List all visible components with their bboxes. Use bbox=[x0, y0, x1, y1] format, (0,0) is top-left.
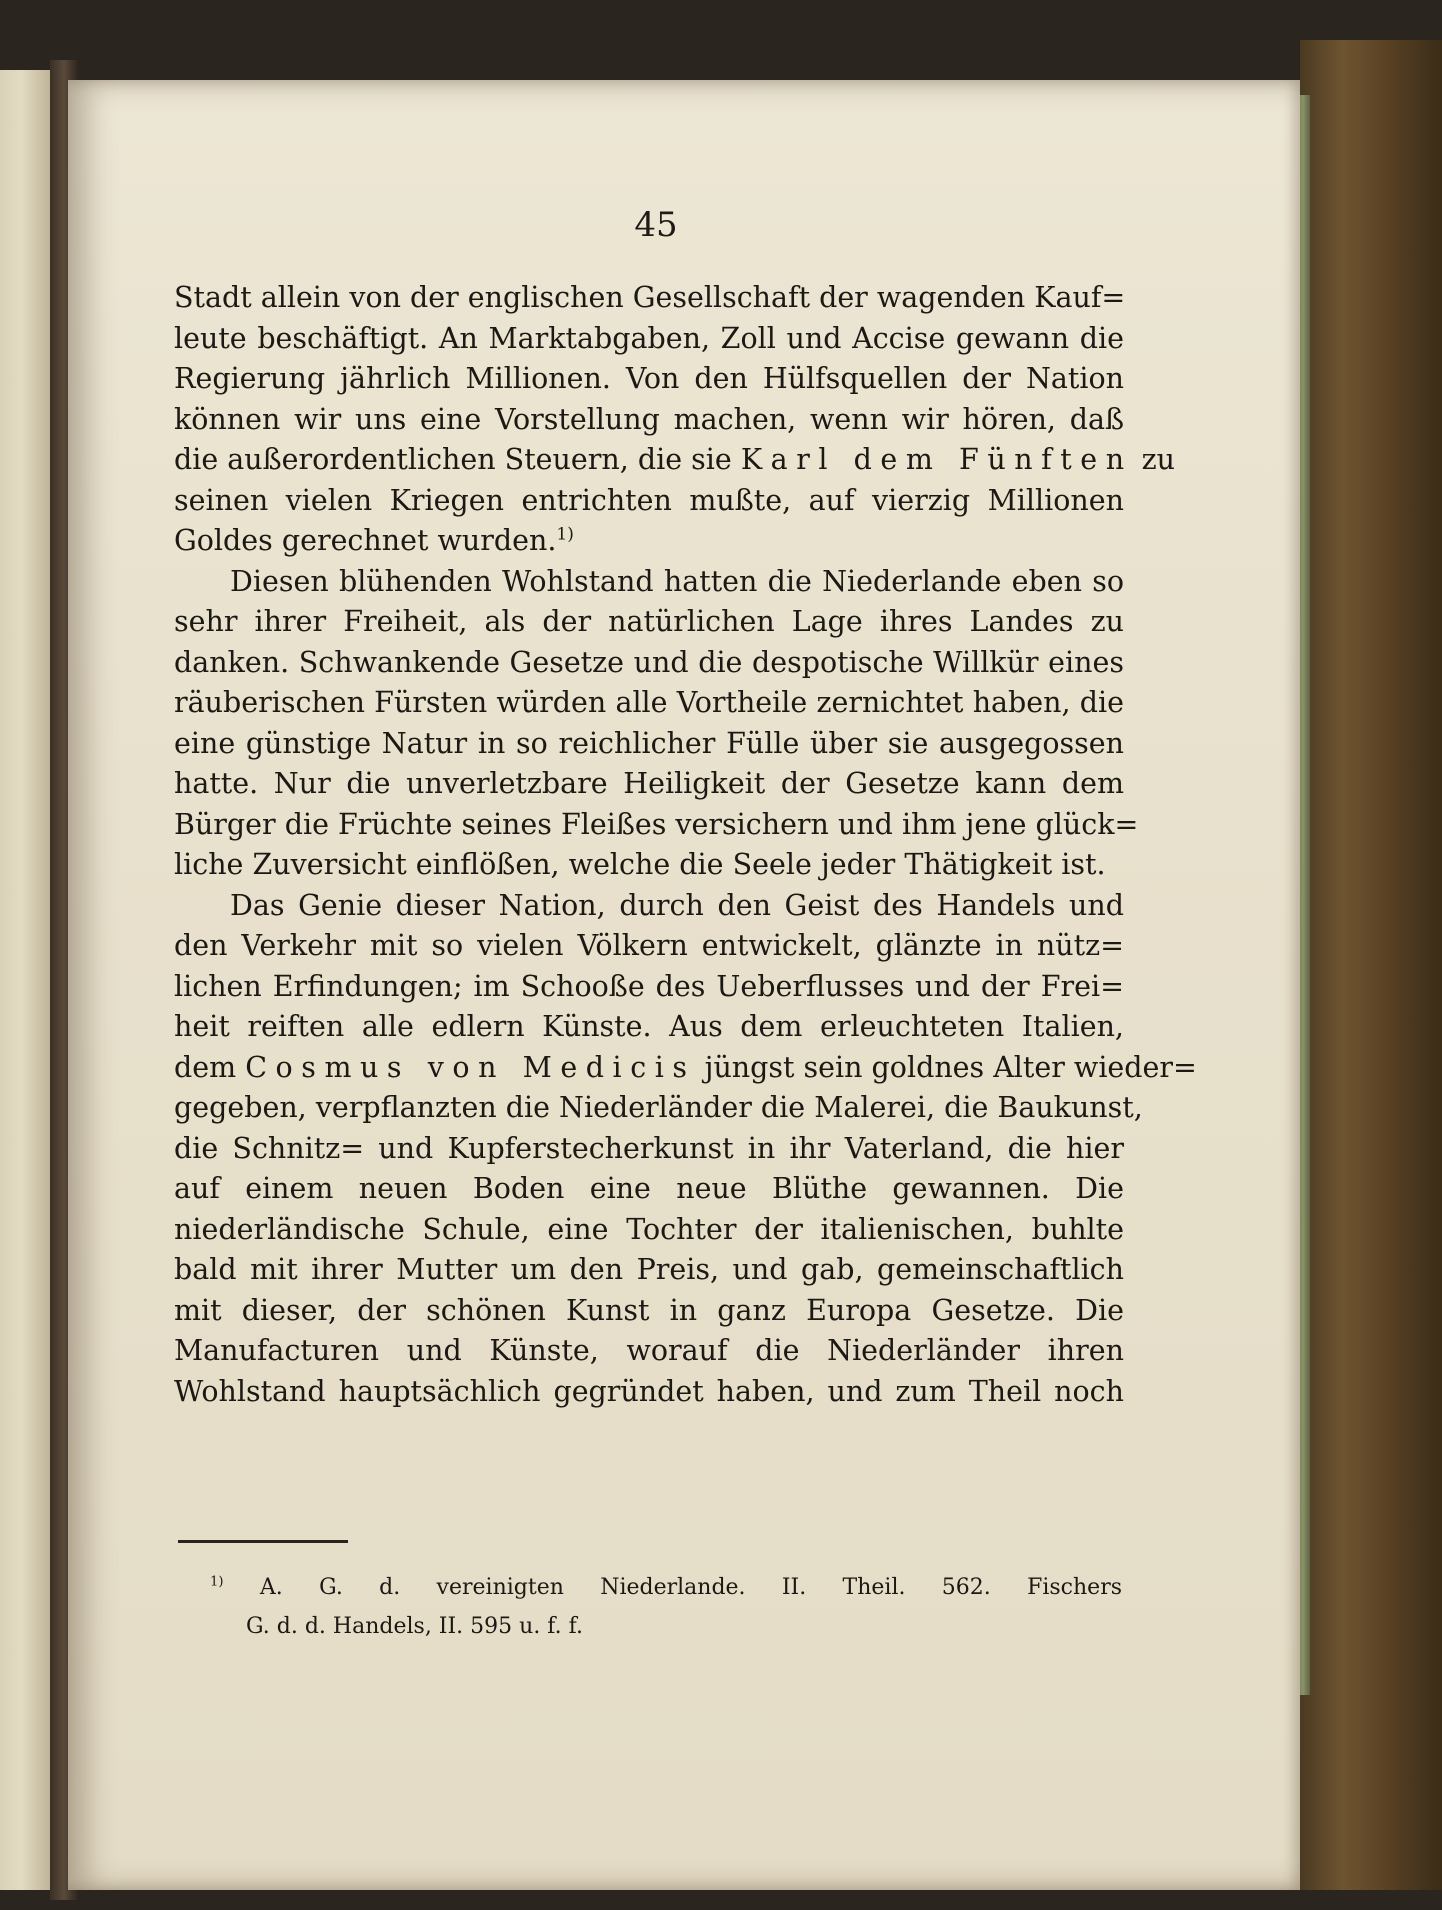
emphasized-name: Cosmus von Medicis bbox=[245, 1050, 696, 1084]
text-line: räuberischen Fürsten würden alle Vortheile zernichtet haben, die bbox=[174, 686, 1124, 719]
text-line: heit reiften alle edlern Künste. Aus dem erleuchteten Italien, bbox=[174, 1010, 1124, 1043]
text-line: hatte. Nur die unverletzbare Heiligkeit der Gesetze kann dem bbox=[174, 767, 1124, 800]
text-fragment: die außerordentlichen Steuern, die sie bbox=[174, 443, 732, 476]
text-line: Diesen blühenden Wohlstand hatten die Niederlande eben so bbox=[230, 564, 1124, 598]
text-line: leute beschäftigt. An Marktabgaben, Zoll und Accise gewann die bbox=[174, 321, 1124, 355]
text-line: sehr ihrer Freiheit, als der natürlichen Lage ihres Landes zu bbox=[174, 605, 1124, 638]
facing-page-edge bbox=[0, 70, 55, 1890]
text-line: eine günstige Natur in so reichlicher Fülle über sie ausgegossen bbox=[174, 726, 1124, 760]
text-line: bald mit ihrer Mutter um den Preis, und gab, gemeinschaftlich bbox=[174, 1253, 1124, 1286]
text-line: Regierung jährlich Millionen. Von den Hülfsquellen der Nation bbox=[174, 362, 1124, 395]
footnotes bbox=[210, 1568, 1122, 1646]
text-line: gegeben, verpflanzten die Niederländer die Malerei, die Baukunst, bbox=[174, 1091, 1143, 1124]
footnote-text: A. G. d. vereinigten Niederlande. II. Theil. 562. Fischers bbox=[259, 1575, 1123, 1600]
footnote-reference: 1) bbox=[556, 524, 574, 545]
text-line bbox=[174, 440, 1176, 481]
text-line: seinen vielen Kriegen entrichten mußte, auf vierzig Millionen bbox=[174, 483, 1124, 517]
text-line: liche Zuversicht einflößen, welche die Seele jeder Thätigkeit ist. bbox=[174, 848, 1106, 881]
text-line: Bürger die Früchte seines Fleißes versichern und ihm jene glück= bbox=[174, 807, 1139, 841]
text-line: mit dieser, der schönen Kunst in ganz Europa Gesetze. Die bbox=[174, 1293, 1124, 1327]
text-fragment: jüngst sein goldnes Alter wieder= bbox=[695, 1050, 1197, 1084]
body-text bbox=[174, 278, 1197, 1412]
text-line bbox=[174, 1048, 1197, 1089]
text-line: Wohlstand hauptsächlich gegründet haben, und zum Theil noch bbox=[174, 1374, 1124, 1408]
text-line: danken. Schwankende Gesetze und die despotische Willkür eines bbox=[174, 645, 1124, 679]
text-line: können wir uns eine Vorstellung machen, wenn wir hören, daß bbox=[174, 402, 1124, 436]
text-line bbox=[174, 521, 1124, 562]
footnote-marker: 1) bbox=[210, 1574, 224, 1590]
text-fragment: zu bbox=[1132, 443, 1176, 476]
text-line: den Verkehr mit so vielen Völkern entwickelt, glänzte in nütz= bbox=[174, 929, 1124, 962]
emphasized-name: Karl dem Fünften bbox=[740, 443, 1133, 476]
footnote-separator bbox=[178, 1540, 348, 1543]
text-line: auf einem neuen Boden eine neue Blüthe gewannen. Die bbox=[174, 1172, 1124, 1205]
footnote-line: G. d. d. Handels, II. 595 u. f. f. bbox=[246, 1614, 584, 1639]
text-line: Manufacturen und Künste, worauf die Niederländer ihren bbox=[174, 1334, 1124, 1367]
text-line: Das Genie dieser Nation, durch den Geist des Handels und bbox=[230, 888, 1124, 922]
text-fragment: dem bbox=[174, 1050, 237, 1084]
text-fragment: Goldes gerechnet wurden. bbox=[174, 524, 557, 557]
text-line: Stadt allein von der englischen Gesellschaft der wagenden Kauf= bbox=[174, 281, 1126, 314]
text-line: die Schnitz= und Kupferstecherkunst in ihr Vaterland, die hier bbox=[174, 1131, 1124, 1165]
text-line: lichen Erfindungen; im Schooße des Ueberflusses und der Frei= bbox=[174, 969, 1124, 1003]
page-number: 45 bbox=[634, 205, 678, 245]
text-line: niederländische Schule, eine Tochter der italienischen, buhlte bbox=[174, 1212, 1124, 1246]
book-cover-edge bbox=[1300, 40, 1442, 1890]
footnote-line bbox=[210, 1568, 1122, 1607]
